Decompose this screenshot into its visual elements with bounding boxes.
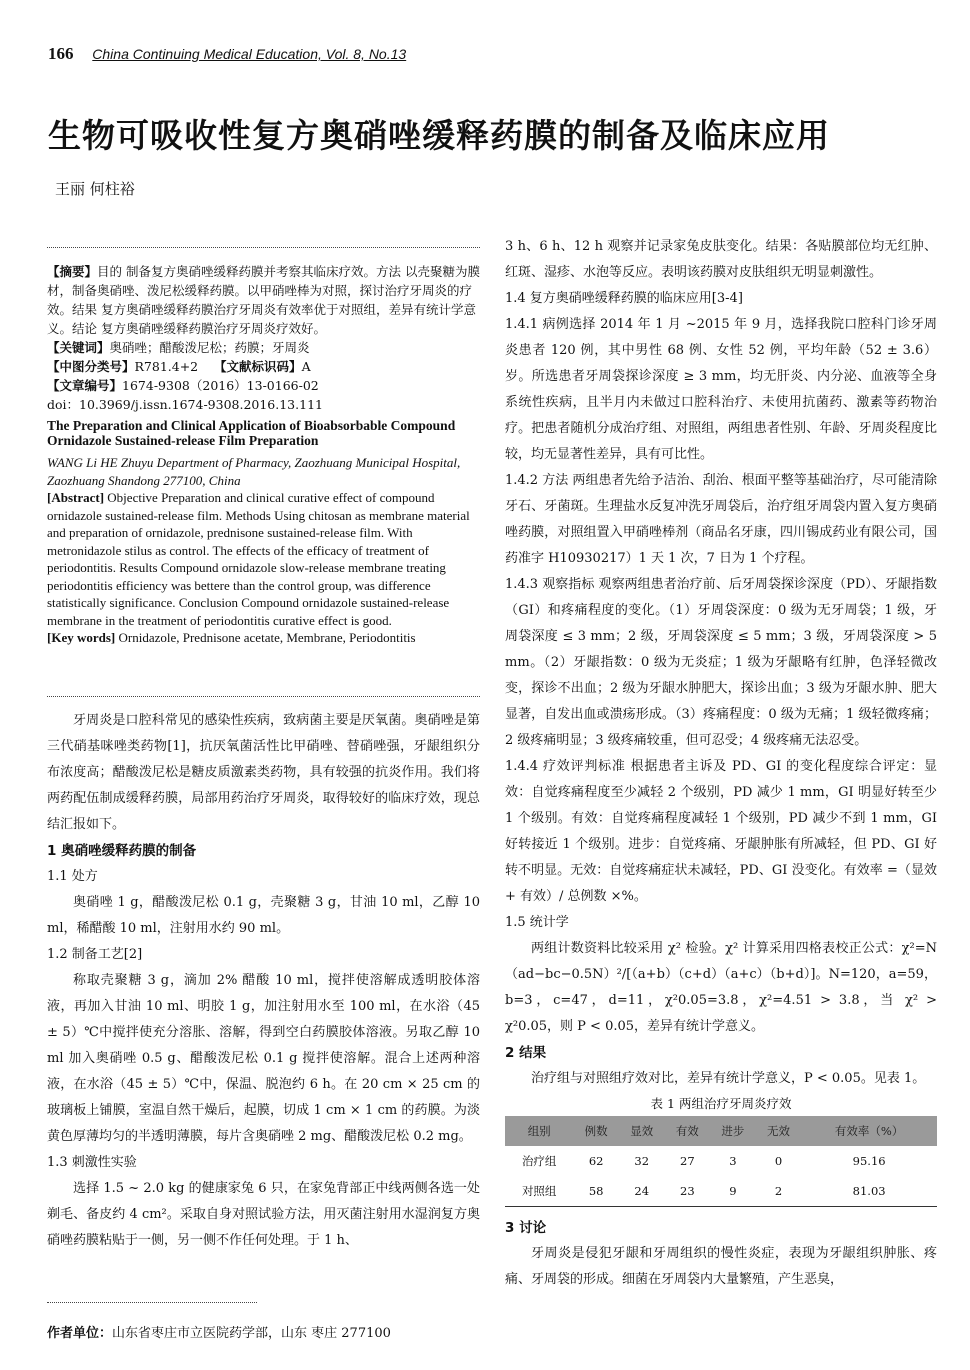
article-id-value: 1674-9308（2016）13-0166-02 — [122, 378, 319, 393]
paragraph: 选择 1.5 ~ 2.0 kg 的健康家兔 6 只，在家兔背部正中线两侧各选一处剃毛、备皮约 4 cm²。采取自身对照试验方法，用灭菌注射用水湿润复方奥硝唑药膜粘贴于一侧，另一侧不作任何处理。于 1 h、 — [47, 1181, 480, 1248]
divider — [47, 247, 480, 248]
article-id-label: 【文章编号】 — [47, 378, 123, 393]
paragraph: 1.4.4 疗效评判标准 根据患者主诉及 PD、GI 的变化程度综合评定：显效：自觉疼痛程度至少减轻 2 个级别，PD 减少 1 mm，GI 明显好转至少 1 个级别。有效：自觉疼痛程度减轻 1 个级别，PD 减少不到 1 mm，GI 好转接近 1 个级别。进步：自觉疼痛、牙龈肿胀有所减轻，但 PD、GI 好转不明显。无效：自觉疼痛症状未减轻，PD、GI 没变化。有效率 =（显效 + 有效）/ 总例数 ×%。 — [505, 759, 937, 904]
paragraph: 1.4.2 方法 两组患者先给予洁治、刮治、根面平整等基础治疗，尽可能清除牙石、牙菌斑。生理盐水反复冲洗牙周袋后，治疗组牙周袋内置入复方奥硝唑药膜，对照组置入甲硝唑棒剂（商品名牙康，四川锡成药业有限公司，国药准字 H10930217）1 天 1 次，7 日为 1 个疗程。 — [505, 473, 937, 566]
running-header — [48, 44, 406, 64]
english-abstract-text: Objective Preparation and clinical curative effect of compound ornidazole sustained-release film. Methods Using chitosan as membrane material and preparation of ornidazole, prednisone sustained-release film. With metronidazole stilus as control. The effects of the efficacy of treatment of periodontitis. Results Compound ornidazole slow-release membrane treating periodontitis efficiency was bettere than the control group, was difference statistically significance. Conclusion Compound ornidazole sustained-release membrane in the treatment of periodontitis curative effect is good. — [47, 490, 470, 628]
table-header-cell: 例数 — [584, 1124, 608, 1138]
table-header-cell: 组别 — [527, 1124, 551, 1138]
affiliation-text: 山东省枣庄市立医院药学部，山东 枣庄 277100 — [112, 1326, 391, 1341]
journal-name: China Continuing Medical Education, Vol. 8, No.13 — [92, 46, 407, 62]
class-value: R781.4+2 — [134, 359, 199, 374]
subsection-heading: 1.1 处方 — [47, 869, 98, 884]
english-keywords — [47, 629, 480, 647]
english-affiliation: WANG Li HE Zhuyu Department of Pharmacy, Zaozhuang Municipal Hospital, Zaozhuang Shandong 277100, China — [47, 455, 461, 488]
doc-value: A — [301, 359, 311, 374]
keywords-text: 奥硝唑；醋酸泼尼松；药膜；牙周炎 — [109, 340, 310, 355]
table-cell: 62 — [588, 1154, 604, 1168]
paragraph: 奥硝唑 1 g，醋酸泼尼松 0.1 g，壳聚糖 3 g，甘油 10 ml，乙醇 10 ml，稀醋酸 10 ml，注射用水约 90 ml。 — [47, 895, 480, 936]
table-cell: 81.03 — [852, 1184, 886, 1198]
english-keywords-label: [Key words] — [47, 630, 116, 645]
abstract-block — [47, 262, 480, 647]
doi: doi：10.3969/j.issn.1674-9308.2016.13.111 — [47, 397, 323, 412]
table-header-cell: 有效 — [675, 1124, 699, 1138]
table-cell: 23 — [680, 1184, 695, 1198]
paragraph: 3 h、6 h、12 h 观察并记录家兔皮肤变化。结果：各贴膜部位均无红肿、红斑、湿疹、水泡等反应。表明该药膜对皮肤组织无明显刺激性。 — [505, 239, 937, 280]
paragraph: 1.4.3 观察指标 观察两组患者治疗前、后牙周袋探诊深度（PD）、牙龈指数（GI）和疼痛程度的变化。（1）牙周袋深度：0 级为无牙周袋；1 级，牙周袋深度 ≤ 3 mm；2 级，牙周袋深度 ≤ 5 mm；3 级，牙周袋深度 > 5 mm。（2）牙龈指数：0 级为无炎症；1 级为牙龈略有红肿，色泽轻微改变，探诊不出血；2 级为牙龈水肿肥大，探诊出血；3 级为牙龈水肿、肥大显著，自发出血或溃疡形成。（3）疼痛程度：0 级为无痛；1 级轻微疼痛；2 级疼痛明显；3 级疼痛较重，但可忍受；4 级疼痛无法忍受。 — [505, 577, 937, 748]
affiliation-label: 作者单位： — [47, 1326, 113, 1341]
subsection-heading: 1.4 复方奥硝唑缓释药膜的临床应用[3-4] — [505, 291, 743, 306]
results-table — [505, 1116, 937, 1207]
table-header-cell: 无效 — [766, 1124, 790, 1138]
table-cell: 0 — [774, 1154, 783, 1168]
divider — [47, 696, 480, 697]
table-cell: 9 — [729, 1184, 737, 1198]
english-abstract-label: [Abstract] — [47, 490, 105, 505]
page-number: 166 — [48, 44, 74, 63]
table-header-row — [505, 1116, 937, 1146]
table-cell: 3 — [729, 1154, 737, 1168]
table-cell: 95.16 — [852, 1154, 886, 1168]
paragraph: 牙周炎是侵犯牙龈和牙周组织的慢性炎症，表现为牙龈组织肿胀、疼痛、牙周袋的形成。细菌在牙周袋内大量繁殖，产生恶臭， — [505, 1246, 937, 1287]
paragraph: 称取壳聚糖 3 g，滴加 2% 醋酸 10 ml，搅拌使溶解成透明胶体溶液，再加入甘油 10 ml、明胶 1 g，加注射用水至 100 ml，在水浴（45 ± 5）℃中搅拌使充分溶胀、溶解，得到空白药膜胶体溶液。另取乙醇 10 ml 加入奥硝唑 0.5 g、醋酸泼尼松 0.1 g 搅拌使溶解。混合上述两种溶液，在水浴（45 ± 5）℃中，保温、脱泡约 6 h。在 20 cm × 25 cm 的玻璃板上铺膜，室温自然干燥后，起膜，切成 1 cm × 1 cm 的药膜。为淡黄色厚薄均匀的半透明薄膜，每片含奥硝唑 2 mg、醋酸泼尼松 0.2 mg。 — [47, 973, 480, 1144]
table-caption: 表 1 两组治疗牙周炎疗效 — [650, 1096, 792, 1111]
footnote-divider — [47, 1302, 257, 1303]
table-cell: 对照组 — [521, 1184, 557, 1198]
abstract-text: 目的 制备复方奥硝唑缓释药膜并考察其临床疗效。方法 以壳聚糖为膜材，制备奥硝唑、泼尼松缓释药膜。以甲硝唑棒为对照，探讨治疗牙周炎的疗效。结果 复方奥硝唑缓释药膜治疗牙周炎有效率优于对照组，差异有统计学意义。结论 复方奥硝唑缓释药膜治疗牙周炎疗效好。 — [47, 264, 480, 336]
paragraph: 治疗组与对照组疗效对比，差异有统计学意义，P < 0.05。见表 1。 — [531, 1071, 926, 1086]
table-cell: 2 — [774, 1184, 783, 1198]
english-abstract — [47, 489, 480, 629]
keywords-cn — [47, 338, 480, 357]
table-cell: 24 — [634, 1184, 650, 1198]
table-header-cell: 进步 — [721, 1124, 745, 1138]
author-affiliation — [47, 1322, 391, 1341]
authors: 王丽 何柱裕 — [55, 180, 135, 198]
paragraph: 两组计数资料比较采用 χ² 检验。χ² 计算采用四格表校正公式：χ²=N（ad−bc−0.5N）²/[（a+b）（c+d）（a+c）（b+d）]。N=120，a=59，b=3，c=47，d=11，χ²0.05=3.8，χ²=4.51 > 3.8，当 χ² > χ²0.05，则 P < 0.05，差异有统计学意义。 — [505, 941, 937, 1034]
article-title: 生物可吸收性复方奥硝唑缓释药膜的制备及临床应用 — [48, 116, 830, 155]
paragraph: 1.4.1 病例选择 2014 年 1 月 ~2015 年 9 月，选择我院口腔科门诊牙周炎患者 120 例，其中男性 68 例、女性 52 例，平均年龄（52 ± 3.6）岁。所选患者牙周袋探诊深度 ≥ 3 mm，均无肝炎、内分泌、血液等全身系统性疾病，且半月内未做过口腔科治疗、未使用抗菌药、激素等药物治疗。把患者随机分成治疗组、对照组，两组患者性别、年龄、牙周炎程度比较，均无显著性差异，具有可比性。 — [505, 317, 937, 462]
keywords-label: 【关键词】 — [47, 340, 110, 355]
abstract-label: 【摘要】 — [47, 264, 98, 279]
table-cell: 27 — [680, 1154, 695, 1168]
section-heading: 1 奥硝唑缓释药膜的制备 — [47, 843, 197, 859]
doc-label: 【文献标识码】 — [214, 359, 302, 374]
subsection-heading: 1.2 制备工艺[2] — [47, 947, 143, 962]
table-header-cell: 显效 — [630, 1124, 654, 1138]
table-row — [505, 1176, 937, 1207]
right-body — [505, 234, 937, 1293]
class-label: 【中图分类号】 — [47, 359, 135, 374]
table-header-cell: 有效率（%） — [834, 1124, 904, 1138]
section-heading: 3 讨论 — [505, 1220, 547, 1236]
article-id — [47, 376, 480, 395]
table-cell: 58 — [588, 1184, 604, 1198]
section-heading: 2 结果 — [505, 1045, 547, 1061]
subsection-heading: 1.5 统计学 — [505, 915, 569, 930]
intro-paragraph: 牙周炎是口腔科常见的感染性疾病，致病菌主要是厌氧菌。奥硝唑是第三代硝基咪唑类药物[1]，抗厌氧菌活性比甲硝唑、替硝唑强，牙龈组织分布浓度高；醋酸泼尼松是糖皮质激素类药物，具有较强的抗炎作用。我们将两药配伍制成缓释药膜，局部用药治疗牙周炎，取得较好的临床疗效，现总结汇报如下。 — [47, 713, 480, 832]
table-cell: 治疗组 — [521, 1154, 557, 1168]
classification — [47, 357, 480, 376]
english-title: The Preparation and Clinical Application of Bioabsorbable Compound Ornidazole Sustained-release Film Preparation — [47, 418, 456, 448]
table-cell: 32 — [634, 1154, 650, 1168]
abstract-cn — [47, 262, 480, 338]
subsection-heading: 1.3 刺激性实验 — [47, 1155, 137, 1170]
table-row — [505, 1146, 937, 1176]
english-keywords-text: Ornidazole, Prednisone acetate, Membrane, Periodontitis — [118, 630, 416, 645]
left-body — [47, 708, 480, 1254]
